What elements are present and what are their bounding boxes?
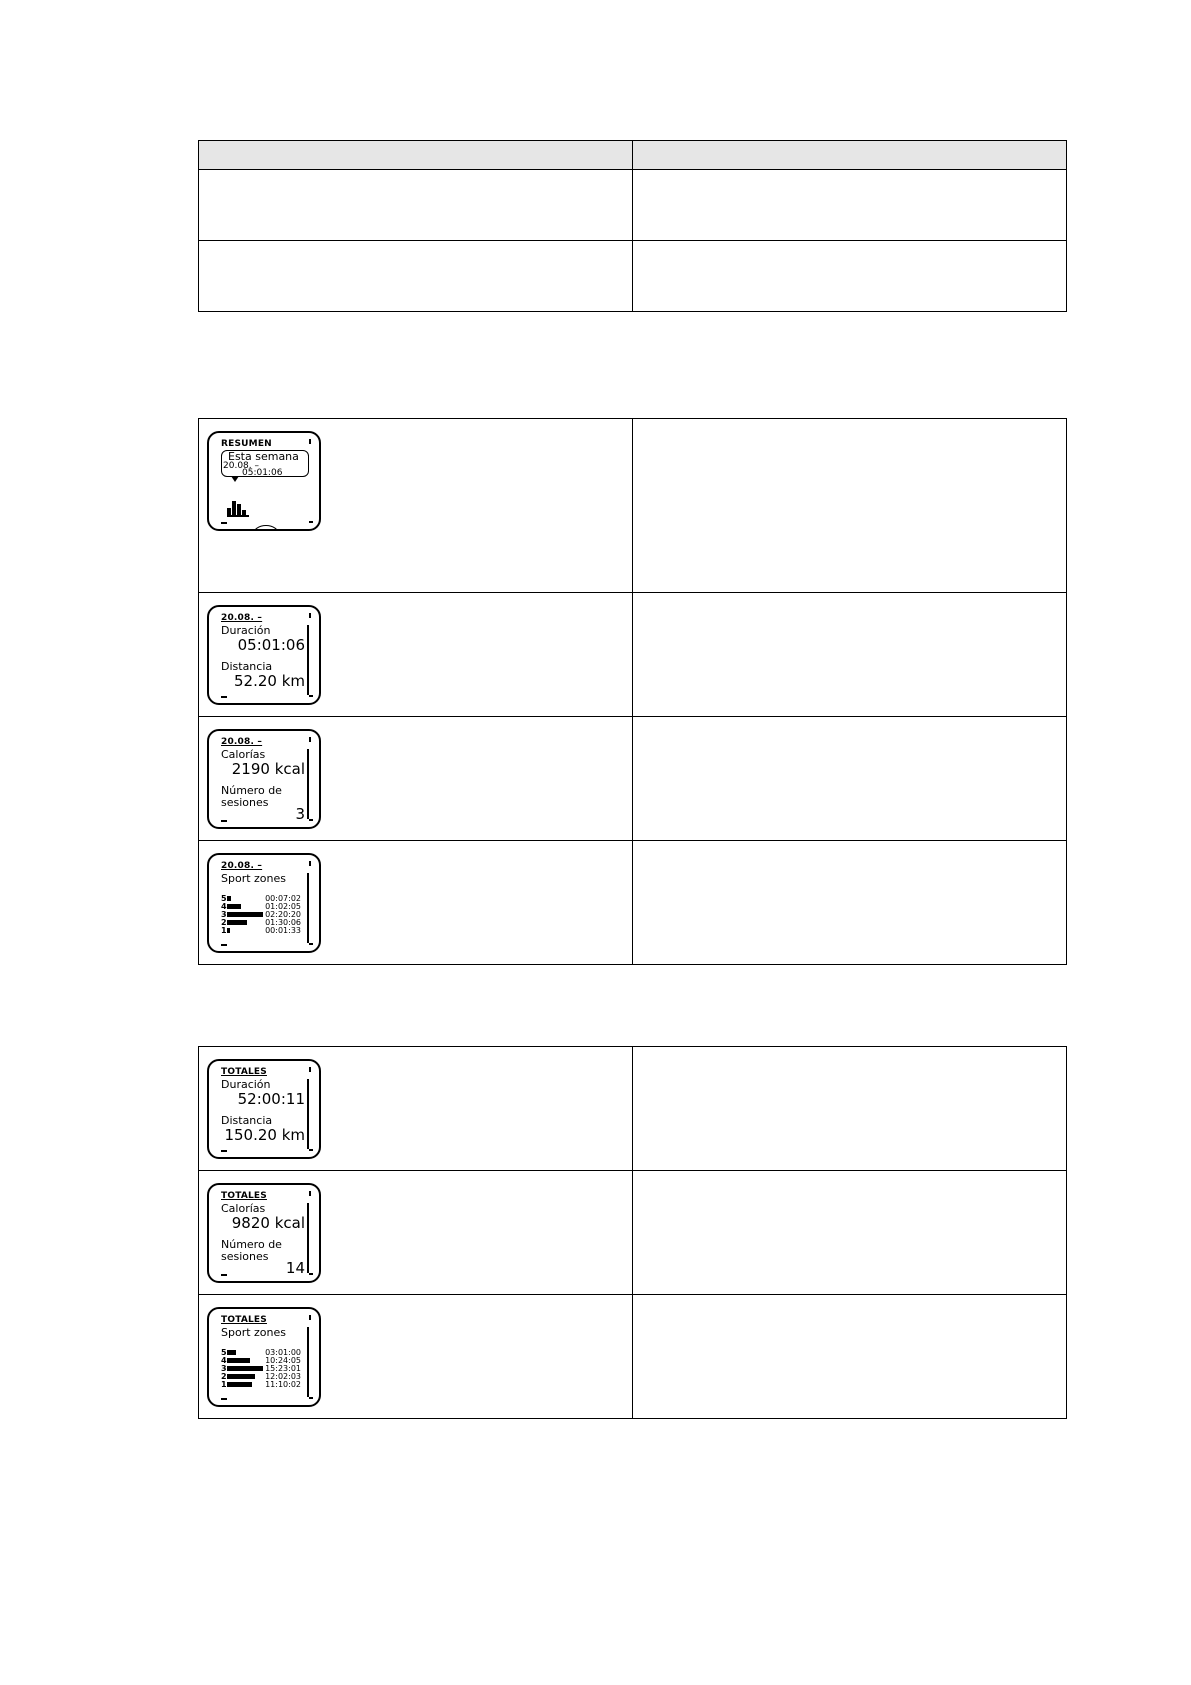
table-cell: [199, 1295, 633, 1419]
zone-time: 11:10:02: [265, 1380, 301, 1389]
calories-label: Calorías: [221, 1202, 266, 1215]
back-mark: [221, 1150, 227, 1152]
scrollbar: [307, 873, 309, 943]
scroll-down-mark: [309, 1149, 313, 1151]
watch-header: TOTALES: [221, 1315, 267, 1325]
zone-time: 02:20:20: [265, 910, 301, 919]
zone-time: 00:01:33: [265, 926, 301, 935]
calories-value: 9820 kcal: [231, 1214, 305, 1232]
bar-chart-icon: [227, 499, 255, 515]
zone-time: 12:02:03: [265, 1372, 301, 1381]
table-cell: [633, 241, 1067, 312]
scrollbar: [307, 625, 309, 695]
table-cell: [199, 419, 633, 593]
table-cell: [199, 170, 633, 241]
header-cell-right: [633, 141, 1067, 170]
scroll-up-mark: [309, 1067, 311, 1072]
week-summary-table: [198, 418, 1067, 965]
zone-number: 1: [221, 1380, 227, 1389]
zone-bar: [227, 912, 263, 917]
zone-number: 3: [221, 910, 227, 919]
watch-display-sport-zones: [207, 853, 321, 953]
zone-time: 01:02:05: [265, 902, 301, 911]
zone-number: 1: [221, 926, 227, 935]
duration-label: Duración: [221, 624, 271, 637]
sessions-value: 3: [295, 805, 305, 823]
bubble-tail: [231, 476, 239, 482]
table-cell: [633, 1171, 1067, 1295]
table-cell: [633, 593, 1067, 717]
zone-time: 01:30:06: [265, 918, 301, 927]
zone-bar: [227, 904, 241, 909]
header-cell-left: [199, 141, 633, 170]
zone-row: [221, 927, 301, 935]
sport-zones-list: [221, 895, 301, 935]
zone-bar: [227, 920, 247, 925]
zone-row: [221, 1381, 301, 1389]
table-cell: [199, 1047, 633, 1171]
scroll-up-mark: [309, 737, 311, 742]
bubble-date: 20.08. –: [223, 461, 259, 471]
zone-bar: [227, 1350, 236, 1355]
duration-label: Duración: [221, 1078, 271, 1091]
zone-number: 2: [221, 918, 227, 927]
sport-zones-list: [221, 1349, 301, 1389]
scroll-up-mark: [309, 439, 311, 444]
watch-display-duration: [207, 605, 321, 705]
table-cell: [199, 241, 633, 312]
totals-table: [198, 1046, 1067, 1419]
back-mark: [221, 1398, 227, 1400]
week-bubble: [221, 450, 309, 477]
arc-icon: [253, 525, 279, 531]
watch-header: TOTALES: [221, 1067, 267, 1077]
watch-display-summary: [207, 431, 321, 531]
watch-display-totals-calories: [207, 1183, 321, 1283]
scroll-down-mark: [309, 943, 313, 945]
back-mark: [221, 820, 227, 822]
zone-bar: [227, 1366, 263, 1371]
table-cell: [199, 593, 633, 717]
zone-time: 15:23:01: [265, 1364, 301, 1373]
zone-bar: [227, 928, 230, 933]
distance-value: 52.20 km: [233, 672, 305, 690]
distance-label: Distancia: [221, 660, 273, 673]
scrollbar: [307, 1327, 309, 1397]
table-cell: [633, 170, 1067, 241]
zone-time: 00:07:02: [265, 894, 301, 903]
table-cell: [199, 1171, 633, 1295]
scroll-down-mark: [309, 521, 313, 523]
scroll-up-mark: [309, 1191, 311, 1196]
sport-zones-label: Sport zones: [221, 1326, 287, 1339]
back-mark: [221, 522, 227, 524]
zone-bar: [227, 1382, 252, 1387]
back-mark: [221, 944, 227, 946]
sessions-label-line1: Número de: [221, 784, 282, 797]
zone-number: 4: [221, 1356, 227, 1365]
scrollbar: [307, 1203, 309, 1273]
scrollbar: [307, 1079, 309, 1149]
top-table: [198, 140, 1067, 312]
watch-header: 20.08. –: [221, 613, 263, 623]
table-cell: [633, 841, 1067, 965]
calories-value: 2190 kcal: [231, 760, 305, 778]
back-mark: [221, 696, 227, 698]
scroll-up-mark: [309, 613, 311, 618]
table-cell: [633, 1047, 1067, 1171]
zone-number: 5: [221, 894, 227, 903]
sessions-value: 14: [285, 1259, 305, 1277]
table-cell: [633, 1295, 1067, 1419]
bubble-time: 05:01:06: [242, 468, 283, 478]
watch-header: 20.08. –: [221, 737, 263, 747]
watch-display-totals-sport-zones: [207, 1307, 321, 1407]
distance-label: Distancia: [221, 1114, 273, 1127]
zone-number: 5: [221, 1348, 227, 1357]
watch-header: 20.08. –: [221, 861, 263, 871]
sessions-label-line2: sesiones: [221, 796, 269, 809]
scroll-down-mark: [309, 1397, 313, 1399]
scroll-down-mark: [309, 695, 313, 697]
scrollbar: [307, 749, 309, 819]
bubble-title: Esta semana: [228, 450, 299, 463]
scroll-up-mark: [309, 1315, 311, 1320]
zone-bar: [227, 1358, 250, 1363]
back-mark: [221, 1274, 227, 1276]
table-cell: [633, 717, 1067, 841]
zone-bar: [227, 1374, 255, 1379]
sessions-label-line1: Número de: [221, 1238, 282, 1251]
table-cell: [633, 419, 1067, 593]
watch-display-calories: [207, 729, 321, 829]
table-cell: [199, 717, 633, 841]
sessions-label-line2: sesiones: [221, 1250, 269, 1263]
scroll-down-mark: [309, 819, 313, 821]
sport-zones-label: Sport zones: [221, 872, 287, 885]
scroll-up-mark: [309, 861, 311, 866]
duration-value: 52:00:11: [237, 1090, 305, 1108]
zone-number: 2: [221, 1372, 227, 1381]
watch-display-totals-duration: [207, 1059, 321, 1159]
zone-number: 4: [221, 902, 227, 911]
watch-header: RESUMEN: [221, 439, 272, 449]
zone-time: 10:24:05: [265, 1356, 301, 1365]
distance-value: 150.20 km: [224, 1126, 305, 1144]
table-cell: [199, 841, 633, 965]
watch-header: TOTALES: [221, 1191, 267, 1201]
scroll-down-mark: [309, 1273, 313, 1275]
zone-time: 03:01:00: [265, 1348, 301, 1357]
zone-number: 3: [221, 1364, 227, 1373]
duration-value: 05:01:06: [237, 636, 305, 654]
zone-bar: [227, 896, 231, 901]
calories-label: Calorías: [221, 748, 266, 761]
